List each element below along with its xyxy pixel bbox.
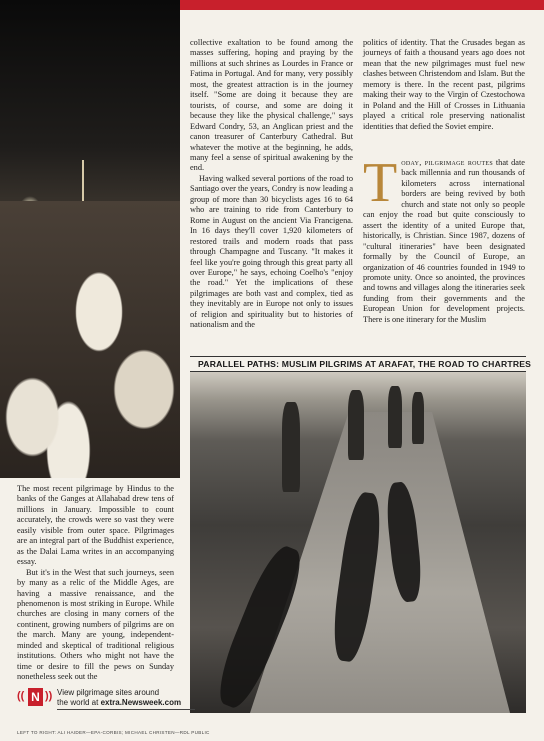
walker-figure [348,390,364,460]
promo-line: View pilgrimage sites around [57,688,160,697]
article-column-middle [190,38,353,331]
paragraph: But it's in the West that such journeys, seen by many as a relic of the Middle Ages, are having a massive renaissance, and the phenomenon is most striking in Europe. While churches are closing in many corners of the continent, growing numbers of pilgrims are on the march. Many are young, independent-minded and skeptical of traditional religious institutions. Others who might not have the time or desire to fill the pews on Sunday nonetheless seek out the [17,567,174,682]
newsweek-n-logo: N [28,688,43,706]
web-promo[interactable] [17,688,182,710]
walker-figure [412,392,424,444]
paragraph: politics of identity. That the Crusades began as journeys of faith a thousand years ago does not mean that the new pilgrimages must fuel new clashes between Christendom and Islam. But the memory is there. In the recent past, pilgrims making their way to the Virgin of Czestochowa in Poland and the Hill of Crosses in Lithuania played a critical role preserving nationalist identities that defied the Soviet empire. [363,38,525,131]
newsweek-broadcast-icon: (( N )) [17,690,53,704]
section-opening [363,152,525,325]
paragraph: collective exaltation to be found among the masses suffering, hoping and praying by the millions at such shrines as Lourdes in France or Fatima in Portugal. And for many, very possibly most, the greatest attraction is in the journey itself. "Some are doing it because they are tourists, of course, and some are doing it because they like the physical challenge," says Edward Condry, 53, an Anglican priest and the canon treasurer of Canterbury Cathedral. But whatever the motive at the beginning, he adds, many feel a sense of spiritual awakening by the end. [190,38,353,173]
night-sky [0,0,180,210]
pilgrims-crowd-photo [0,0,180,478]
paragraph: The most recent pilgrimage by Hindus to the banks of the Ganges at Allahabad drew tens of millions in January. Impossible to count accurately, the crowds were so vast they were easily visible from outer space. Pilgrimages are an integral part of the Buddhist experience, as the Dalai Lama writes in an accompanying essay. [17,484,174,567]
paragraph-body: that date back millennia and run thousands of kilometers across international borders are being revived by both church and state not only so people can enjoy the road but quite consciously to assert the identity of a united Europe that, historically, is Christian. Since 1987, dozens of "cultural itineraries" have been designated formally by the Council of Europe, an organization of 46 countries founded in 1949 to promote unity. Once so anointed, the provinces and towns and villages along the itineraries seek funding from their governments and the European Union for development projects. There is one itinerary for the Muslim [363,158,525,324]
header-accent-bar [180,0,544,10]
promo-line: the world at extra.Newsweek.com [57,698,182,707]
paragraph [363,152,525,325]
crowd [0,201,180,478]
photo-credit: LEFT TO RIGHT: ALI HAIDER—EPA-CORBIS; MICHAEL CHRISTEN—RDL PUBLIC [17,730,210,735]
promo-text [57,688,182,708]
promo-link[interactable]: extra.Newsweek.com [100,698,182,707]
drop-cap: T [363,152,398,214]
article-column-right [363,38,525,132]
walker-figure [388,386,402,448]
caption-title: PARALLEL PATHS: [198,359,280,369]
article-column-left [17,484,174,683]
walker-figure [282,402,300,492]
smallcaps-lead: oday, pilgrimage routes [401,158,494,167]
photo-caption [190,356,532,372]
promo-rule [57,709,195,710]
road-to-chartres-photo [190,372,526,713]
caption-text: MUSLIM PILGRIMS AT ARAFAT, THE ROAD TO CHARTRES [279,359,532,369]
paragraph: Having walked several portions of the road to Santiago over the years, Condry is now leading a group of more than 30 bicyclists ages 16 to 64 who are training to ride from Canterbury to Rome in August on the ancient Via Francigena. In 16 days they'll cover 1,920 kilometers of restored trails and modern roads that pass through Champagne and Tuscany. "It makes it feel like you're going through this great party all over Europe," he says, echoing Coelho's "enjoy the road." Yet the implications of these pilgrimages are both vast and complex, tied as they inevitably are in Europe not only to issues of religion and spirituality but to histories of nationalism and the [190,173,353,330]
